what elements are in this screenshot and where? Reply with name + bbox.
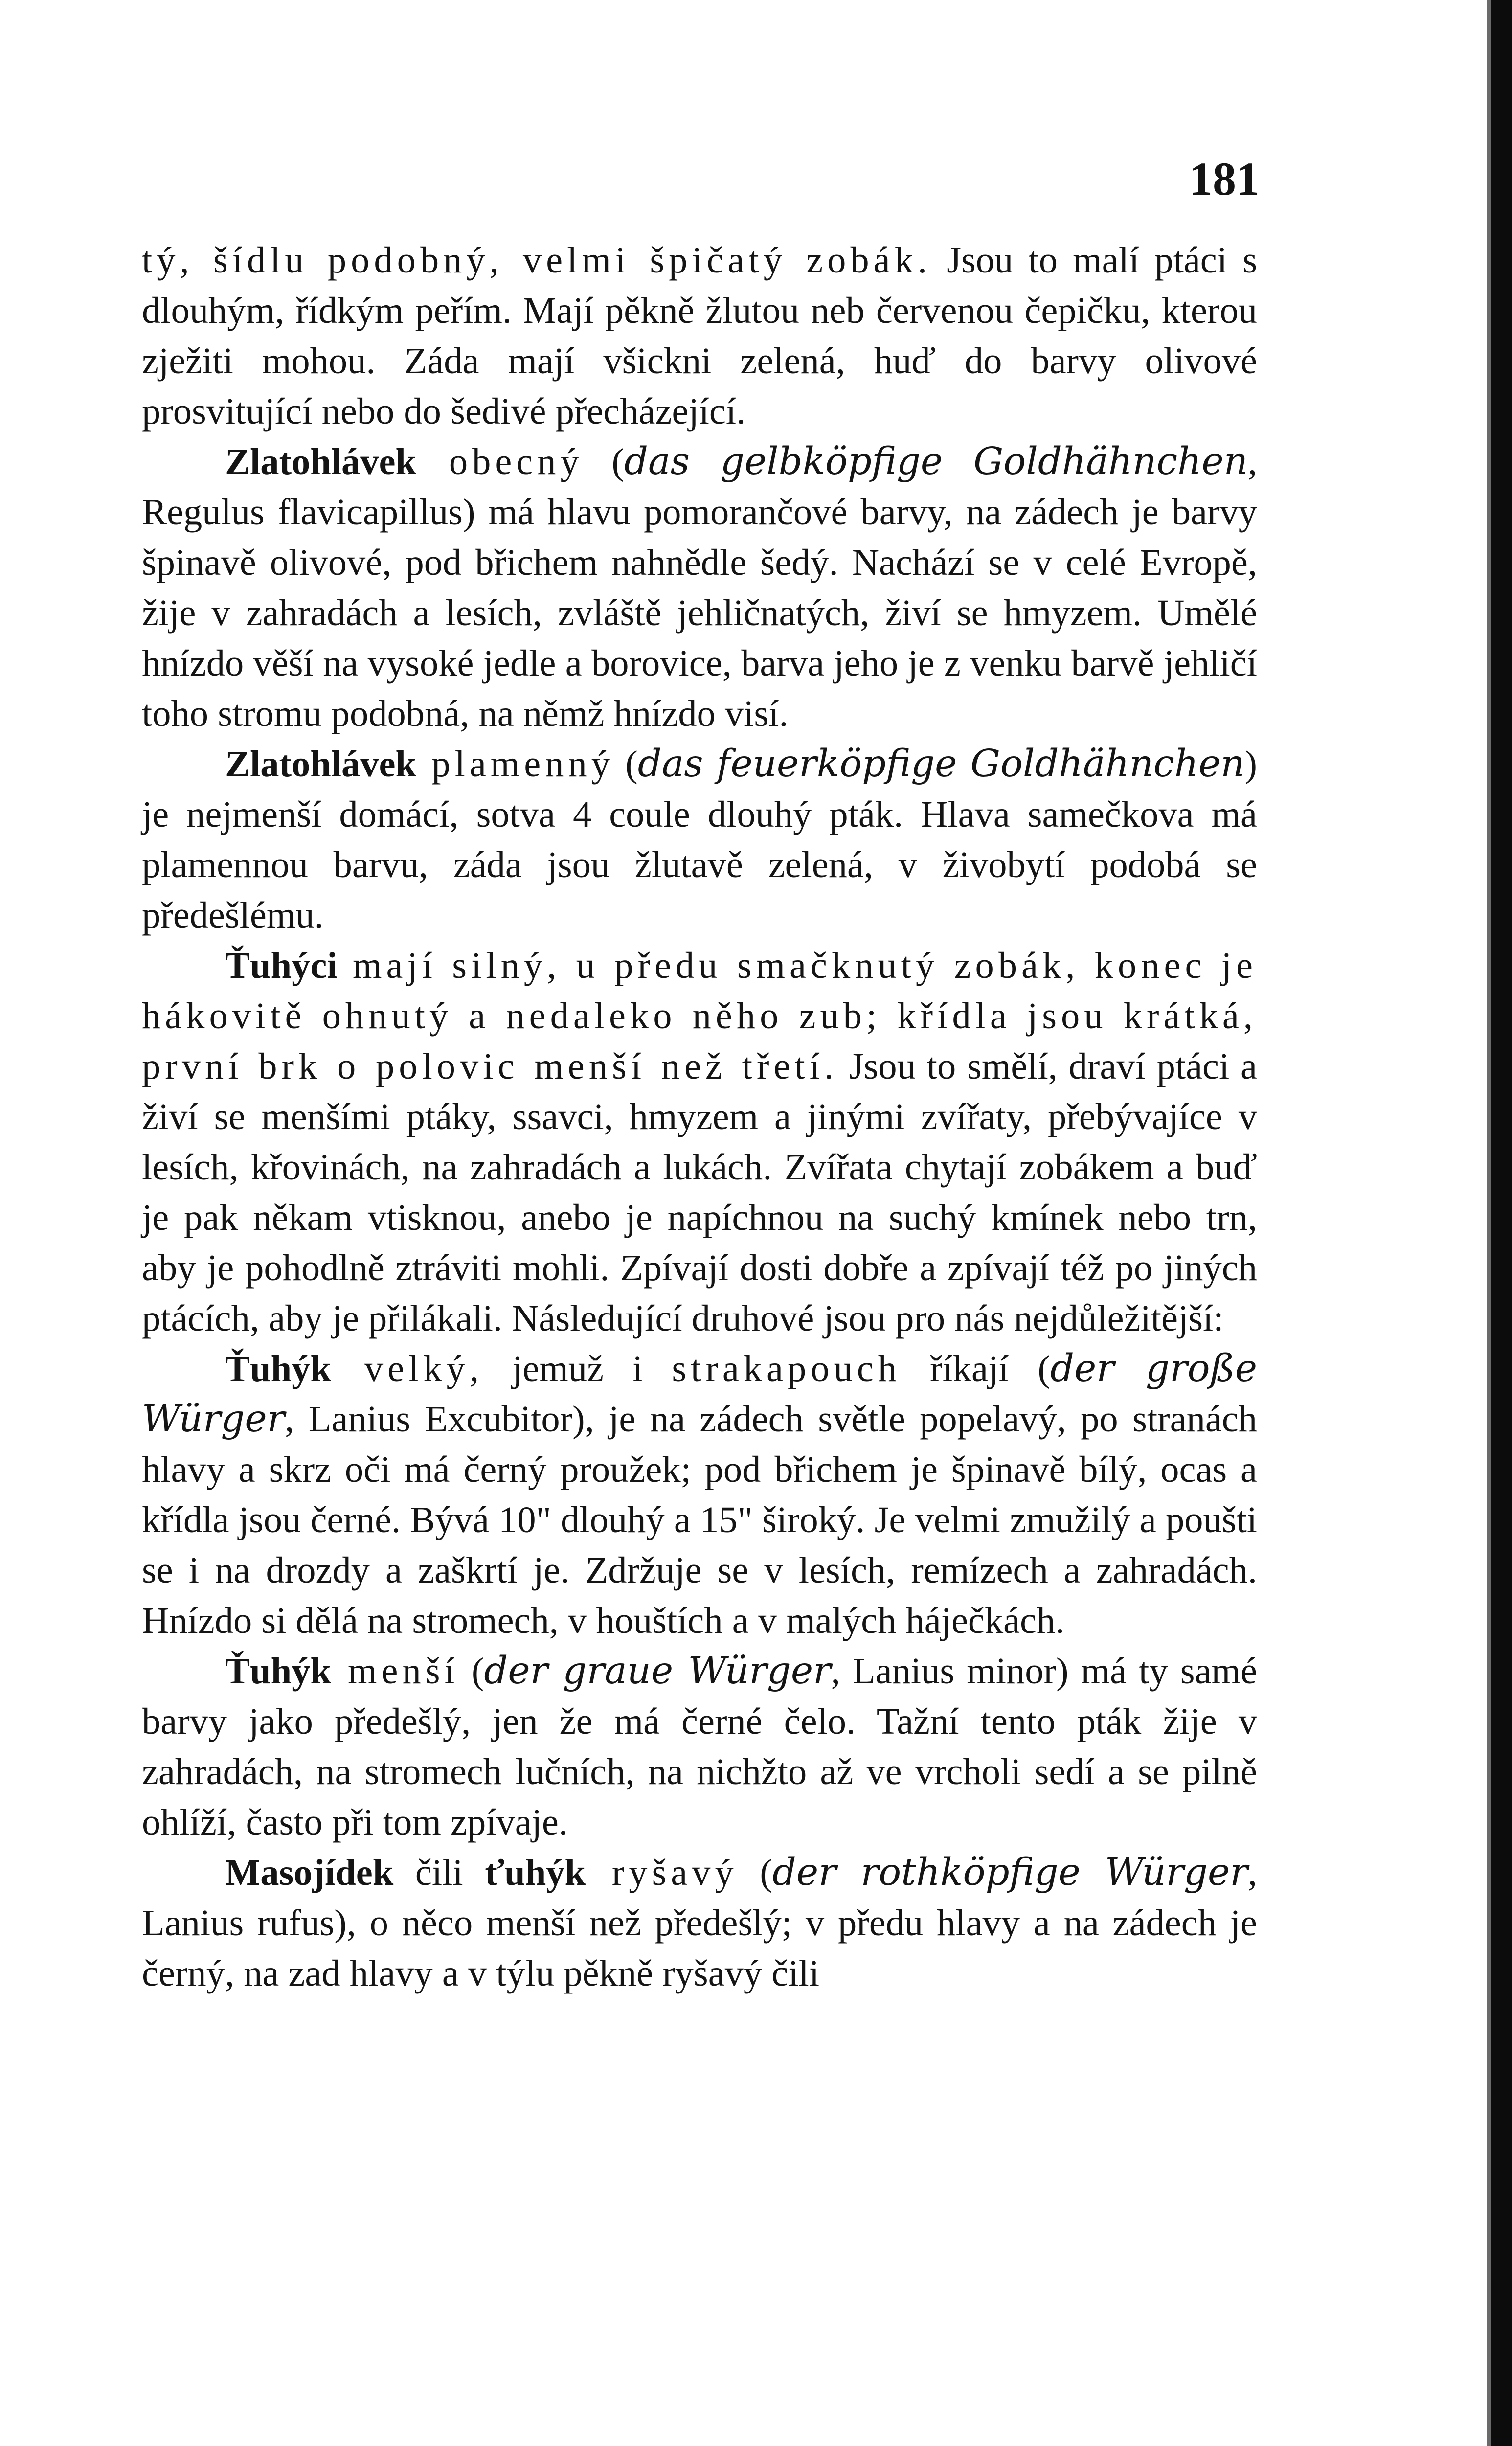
paragraph-7-span-4: ryšavý — [586, 1852, 738, 1893]
paragraph-3-span-2: plamenný — [416, 743, 614, 785]
paragraph-6 — [142, 1646, 1257, 1847]
page-number: 181 — [1189, 153, 1260, 205]
paragraph-2-span-2: obecný — [416, 441, 584, 482]
paragraph-7-span-6: der rothköpfige Würger — [772, 1851, 1248, 1894]
text-column — [142, 235, 1257, 1998]
paragraph-4 — [142, 940, 1257, 1343]
paragraph-2-span-4: das gelbköpfige Goldhähnchen — [624, 440, 1248, 483]
paragraph-5-span-7: , Lanius Excubitor), je na zádech světle popelavý, po stranách hlavy a skrz oči má černý proužek; pod břichem je špinavě bílý, ocas a křídla jsou černé. Bývá 10" dlouhý a 15" široký. Je velmi zmužilý a poušti se i na drozdy a zaškrtí je. Zdržuje se v lesích, remízech a zahradách. Hnízdo si dělá na stromech, v houštích a v malých háječkách. — [142, 1398, 1257, 1641]
paragraph-1-span-2: Jsou to malí ptáci s dlouhým, řídkým peřím. Mají pěkně žlutou neb červenou čepičku, kterou zježiti mohou. Záda mají všickni zelená, huď do barvy olivové prosvitující nebo do šedivé přecházející. — [142, 239, 1257, 432]
paragraph-5-span-2: velký, — [331, 1348, 484, 1389]
paragraph-7 — [142, 1847, 1257, 1998]
paragraph-3-span-5: ) je nejmenší domácí, sotva 4 coule dlouhý pták. Hlava samečkova má plamennou barvu, záda jsou žlutavě zelená, v živobytí podobá se předešlému. — [142, 743, 1258, 936]
paragraph-5 — [142, 1343, 1257, 1646]
paragraph-6-span-2: menší — [331, 1650, 459, 1692]
paragraph-1-span-1: tý, šídlu podobný, velmi špičatý zobák. — [142, 239, 932, 281]
paragraph-3-span-4: das feuerköpfige Goldhähnchen — [637, 742, 1245, 786]
paragraph-2-span-5: , Regulus flavicapillus) má hlavu pomorančové barvy, na zádech je barvy špinavě olivové, pod břichem nahnědle šedý. Nachází se v celé Evropě, žije v zahradách a lesích, zvláště jehličnatých, živí se hmyzem. Umělé hnízdo věší na vysoké jedle a borovice, barva jeho je z venku barvě jehličí toho stromu podobná, na němž hnízdo visí. — [142, 441, 1257, 734]
paragraph-7-span-5: ( — [738, 1852, 772, 1893]
paragraph-3 — [142, 739, 1257, 940]
paragraph-5-span-1: Ťuhýk — [225, 1348, 331, 1389]
scan-edge — [1491, 0, 1512, 2446]
paragraph-4-span-2: mají silný, u předu smačknutý zobák, konec je hákovitě ohnutý a nedaleko něho zub; křídla jsou krátká, první brk o polovic menší než třetí. — [142, 945, 1257, 1087]
paragraph-5-span-4: strakapouch — [672, 1348, 901, 1389]
paragraph-1 — [142, 235, 1257, 436]
paragraph-6-span-3: ( — [459, 1650, 484, 1692]
paragraph-4-span-3: Jsou to smělí, draví ptáci a živí se menšími ptáky, ssavci, hmyzem a jinými zvířaty, přebývajíce v lesích, křovinách, na zahradách a lukách. Zvířata chytají zobákem a buď je pak někam vtisknou, anebo je napíchnou na suchý kmínek nebo trn, aby je pohodlně ztráviti mohli. Zpívají dosti dobře a zpívají též po jiných ptácích, aby je přilákali. Následující druhové jsou pro nás nejdůležitější: — [142, 1045, 1257, 1339]
paragraph-2-span-1: Zlatohlávek — [225, 441, 417, 482]
paragraph-3-span-3: ( — [614, 743, 638, 785]
paragraph-7-span-2: čili — [393, 1852, 485, 1893]
paragraph-6-span-4: der graue Würger — [484, 1649, 831, 1693]
paragraph-2 — [142, 436, 1257, 739]
paragraph-5-span-5: říkají ( — [901, 1348, 1050, 1389]
paragraph-6-span-1: Ťuhýk — [225, 1650, 331, 1692]
paragraph-3-span-1: Zlatohlávek — [225, 743, 417, 785]
paragraph-6-span-5: , Lanius minor) má ty samé barvy jako předešlý, jen že má černé čelo. Tažní tento pták žije v zahradách, na stromech lučních, na nichžto až ve vrcholi sedí a se pilně ohlíží, často při tom zpívaje. — [142, 1650, 1257, 1843]
paragraph-4-span-1: Ťuhýci — [225, 945, 338, 986]
paragraph-5-span-6: der große Würger — [142, 1347, 1257, 1441]
paragraph-2-span-3: ( — [583, 441, 625, 482]
paragraph-7-span-7: , Lanius rufus), o něco menší než předešlý; v předu hlavy a na zádech je černý, na zad hlavy a v týlu pěkně ryšavý čili — [142, 1852, 1257, 1994]
paragraph-7-span-3: ťuhýk — [485, 1852, 586, 1893]
paragraph-7-span-1: Masojídek — [225, 1852, 394, 1893]
scan-edge-shadow — [1487, 0, 1491, 2446]
paragraph-5-span-3: jemuž i — [483, 1348, 672, 1389]
